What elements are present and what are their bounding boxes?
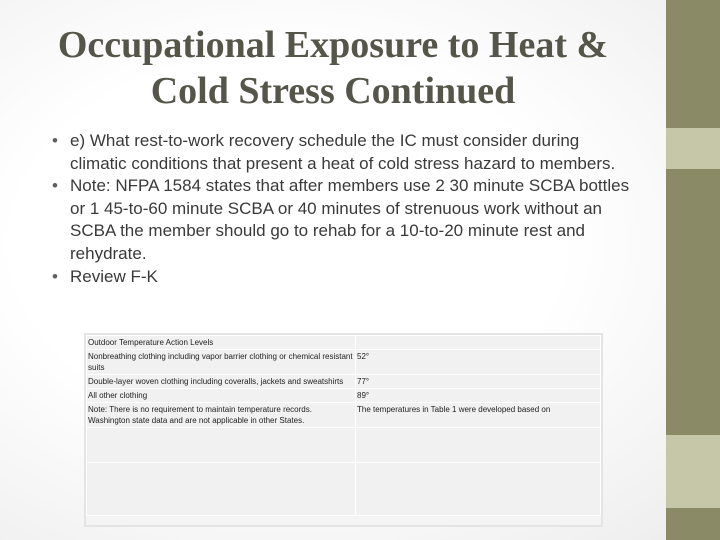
bullet-list [52, 130, 637, 288]
slide-title-line-2: Cold Stress Continued [150, 70, 516, 112]
table-row [87, 428, 601, 463]
table-cell-temperature: 52° [356, 350, 601, 375]
bullet-icon: • [52, 266, 58, 286]
table-cell-empty [356, 428, 601, 463]
table-header-cell: Outdoor Temperature Action Levels [87, 336, 356, 350]
table-header-row [87, 336, 601, 350]
bullet-item [52, 130, 637, 175]
bullet-item [52, 266, 637, 289]
table-cell-empty [87, 463, 356, 516]
table-cell-note: The temperatures in Table 1 were developed based on [356, 403, 601, 428]
decorative-sidebar [666, 0, 720, 540]
table-row [87, 375, 601, 389]
sidebar-accent-block-bottom [666, 435, 720, 508]
temperature-action-table [84, 333, 603, 527]
table-row [87, 463, 601, 516]
table-cell-empty [87, 428, 356, 463]
table-cell-clothing: Double-layer woven clothing including coveralls, jackets and sweatshirts [87, 375, 356, 389]
table-row [87, 403, 601, 428]
table-cell-clothing: All other clothing [87, 389, 356, 403]
table-row [87, 389, 601, 403]
bullet-text: e) What rest-to-work recovery schedule the IC must consider during climatic conditions that present a heat of cold stress hazard to members. [70, 131, 616, 173]
slide-title [20, 22, 646, 114]
temperature-table-grid [86, 335, 601, 516]
sidebar-accent-block-top [666, 128, 720, 169]
bullet-icon: • [52, 176, 58, 196]
slide-title-line-1: Occupational Exposure to Heat & [57, 24, 609, 66]
bullet-item [52, 175, 637, 265]
bullet-text: Review F-K [70, 266, 158, 286]
table-header-cell [356, 336, 601, 350]
table-cell-clothing: Nonbreathing clothing including vapor barrier clothing or chemical resistant suits [87, 350, 356, 375]
table-cell-temperature: 77° [356, 375, 601, 389]
table-cell-temperature: 89° [356, 389, 601, 403]
bullet-icon: • [52, 131, 58, 150]
table-cell-empty [356, 463, 601, 516]
table-row [87, 350, 601, 375]
bullet-text: Note: NFPA 1584 states that after members use 2 30 minute SCBA bottles or 1 45-to-60 minute SCBA or 40 minutes of strenuous work without an SCBA the member should go to rehab for a 10-to-20 minute rest and rehydrate. [70, 176, 630, 263]
table-cell-note: Note: There is no requirement to maintain temperature records. Washington state data and are not applicable in other States. [87, 403, 356, 428]
